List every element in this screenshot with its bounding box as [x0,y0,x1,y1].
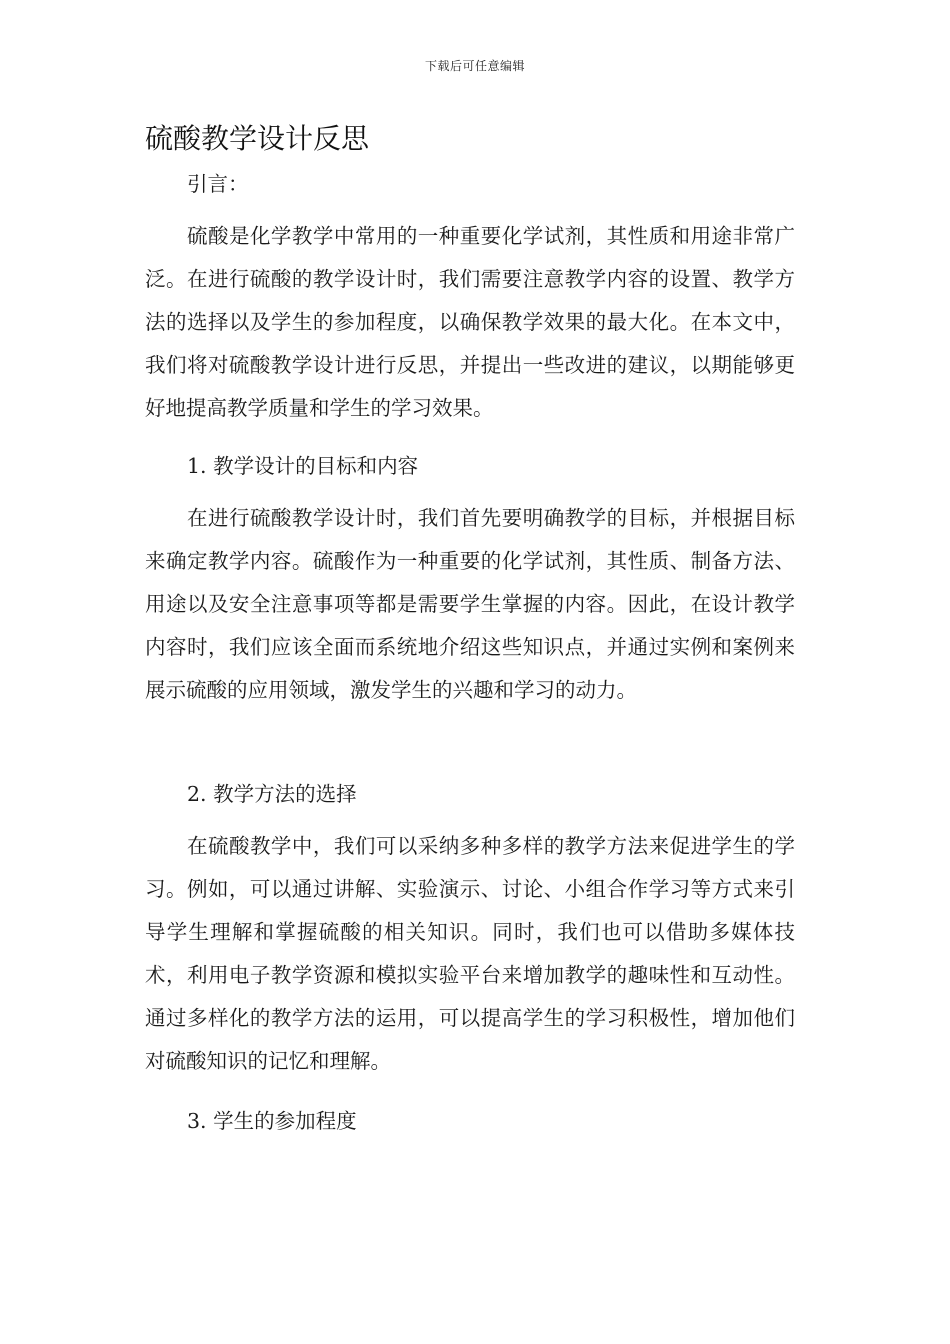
section-2-body-block [145,825,795,1083]
section-heading: 2. 教学方法的选择 [187,782,357,806]
document-body [145,163,795,206]
section-3-heading-block [145,1100,795,1143]
section-paragraph: 在硫酸教学中，我们可以采纳多种多样的教学方法来促进学生的学习。例如，可以通过讲解、实验演示、讨论、小组合作学习等方式来引导学生理解和掌握硫酸的相关知识。同时，我们也可以借助多媒体技术，利用电子教学资源和模拟实验平台来增加教学的趣味性和互动性。通过多样化的教学方法的运用，可以提高学生的学习积极性，增加他们对硫酸知识的记忆和理解。 [145,834,795,1073]
document-title: 硫酸教学设计反思 [145,122,370,155]
section-heading: 3. 学生的参加程度 [187,1109,357,1133]
intro-block [145,215,795,430]
section-2-heading-block [145,773,795,816]
intro-label: 引言： [187,172,249,196]
intro-paragraph: 硫酸是化学教学中常用的一种重要化学试剂，其性质和用途非常广泛。在进行硫酸的教学设计时，我们需要注意教学内容的设置、教学方法的选择以及学生的参加程度，以确保教学效果的最大化。在本文中，我们将对硫酸教学设计进行反思，并提出一些改进的建议，以期能够更好地提高教学质量和学生的学习效果。 [145,224,795,420]
section-heading: 1. 教学设计的目标和内容 [187,454,419,478]
section-1-heading-block [145,445,795,488]
section-1-body-block [145,497,795,712]
page-header-note: 下载后可任意编辑 [424,59,525,73]
section-paragraph: 在进行硫酸教学设计时，我们首先要明确教学的目标，并根据目标来确定教学内容。硫酸作为一种重要的化学试剂，其性质、制备方法、用途以及安全注意事项等都是需要学生掌握的内容。因此，在设计教学内容时，我们应该全面而系统地介绍这些知识点，并通过实例和案例来展示硫酸的应用领域，激发学生的兴趣和学习的动力。 [145,506,795,702]
